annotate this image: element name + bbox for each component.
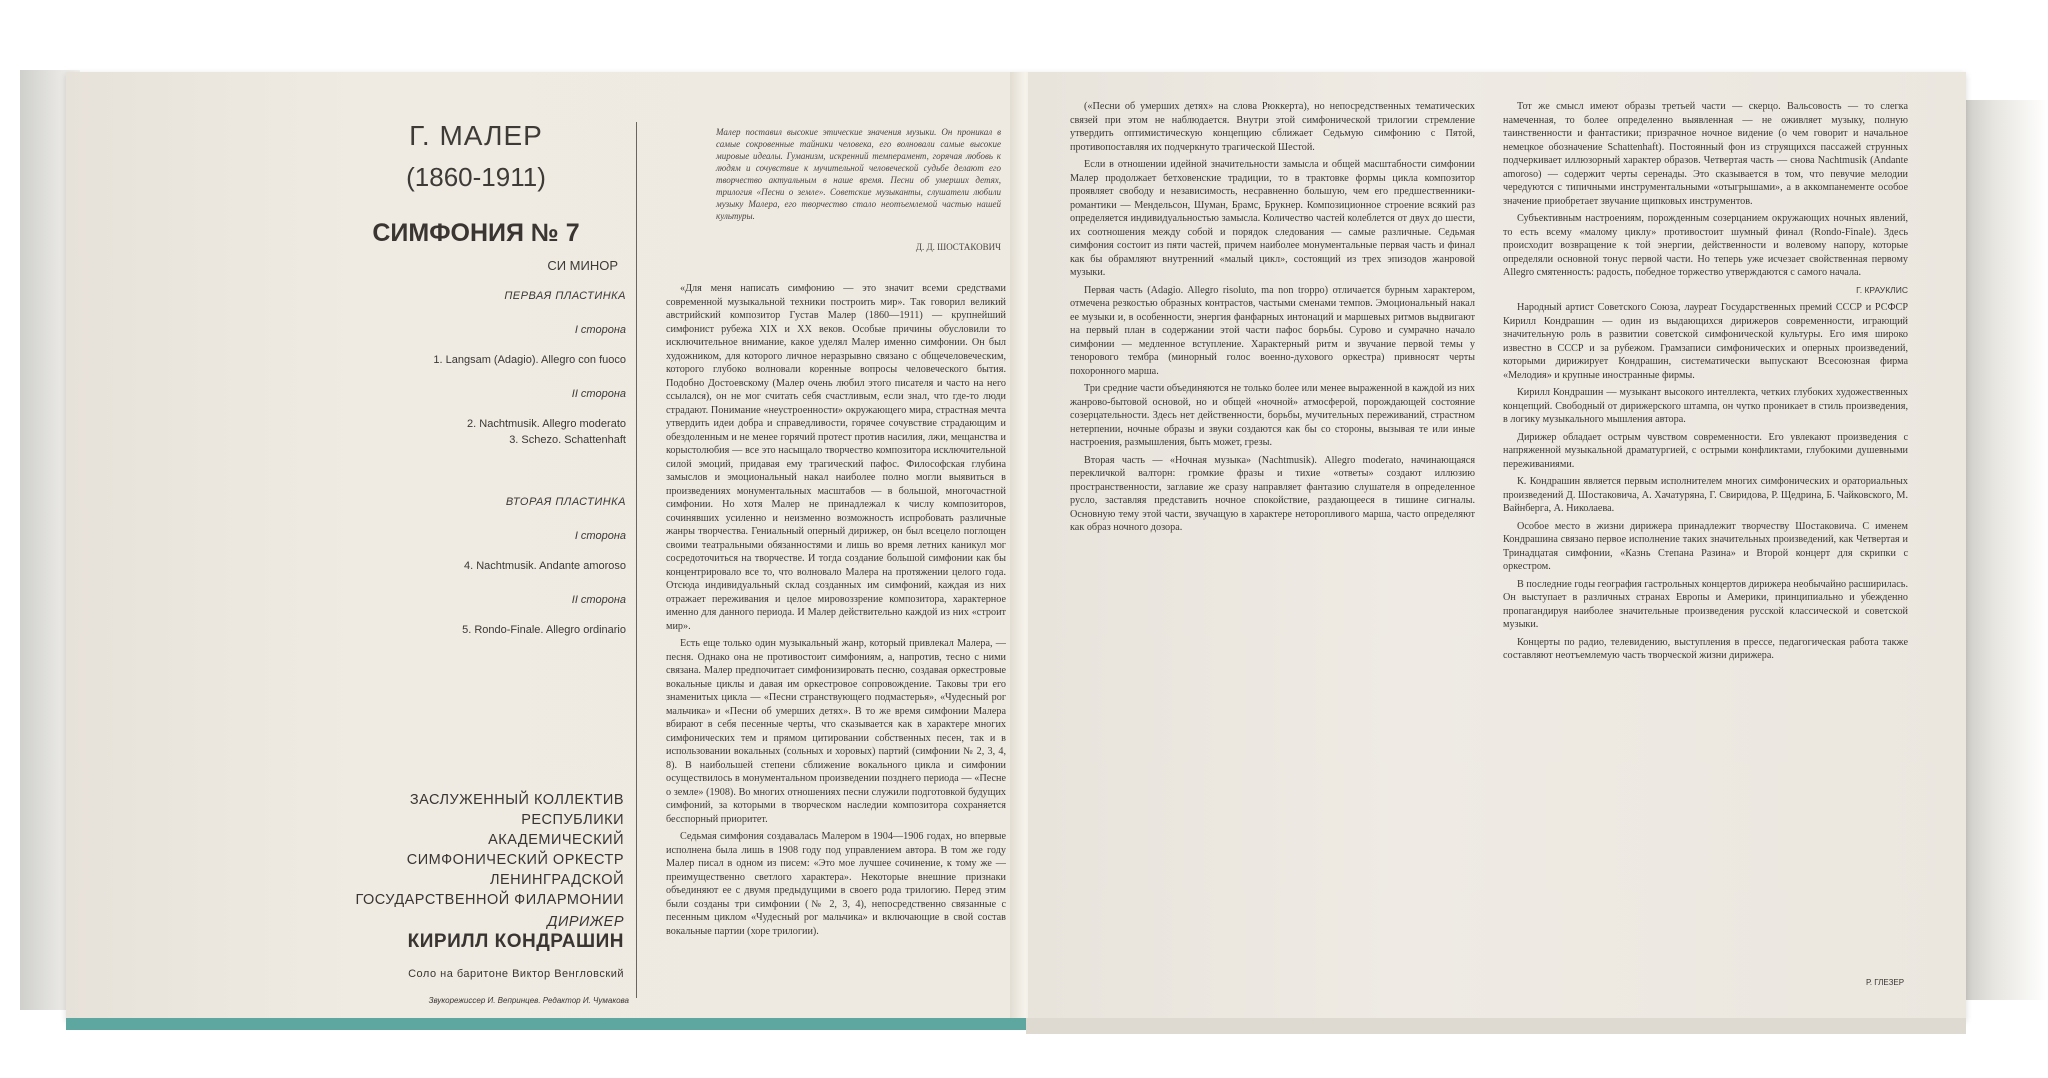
paragraph: Особое место в жизни дирижера принадлежит творчеству Шостаковича. С именем Кондрашина связано первое исполнение таких значительных произведений, как Четвертая и Тринадцатая симфонии, «Казнь Степана Разина» и Второй концерт для скрипки с оркестром. bbox=[1503, 520, 1908, 572]
work-title: СИМФОНИЯ № 7 bbox=[372, 219, 580, 247]
orchestra-line: ГОСУДАРСТВЕННОЙ ФИЛАРМОНИИ bbox=[355, 892, 624, 908]
article-column-3 bbox=[1503, 100, 1908, 980]
title-block bbox=[326, 120, 626, 273]
paragraph: Народный артист Советского Союза, лауреат Государственных премий СССР и РСФСР Кирилл Кондрашин — один из выдающихся дирижеров современности, играющий значительную роль в развитии советской симфонической культуры. Его имя широко известно в СССР и за рубежом. Грамзаписи симфонических и оперных произведений, которыми дирижирует Кондрашин, систематически выпускают Всесоюзная фирма «Мелодия» и крупные иностранные фирмы. bbox=[1503, 302, 1908, 381]
tracklist bbox=[326, 290, 626, 640]
orchestra-line: РЕСПУБЛИКИ bbox=[521, 812, 624, 828]
article-signature: Р. ГЛЕЗЕР bbox=[1866, 978, 1905, 987]
paragraph: Первая часть (Adagio. Allegro risoluto, ma non troppo) отличается бурным характером, отмечена резкостью образных контрастов, частыми сменами темпов. Эмоциональный накал ее музыки и, в особенности, энергия фанфарных интонаций и маршевых ритмов выдвигают на первый план в содержании этой части пафос борьбы. Сурово и сумрачно начало симфонии — медленное вступление. Характерный ритм и звучание первой темы у тенорового тембра (минорный голос военно-духового оркестра) привносят черты похоронного марша. bbox=[1070, 284, 1475, 377]
disc-2-heading: ВТОРАЯ ПЛАСТИНКА bbox=[505, 496, 626, 508]
conductor-name: КИРИЛЛ КОНДРАШИН bbox=[407, 931, 624, 952]
epigraph-author: Д. Д. ШОСТАКОВИЧ bbox=[915, 242, 1001, 252]
track: 5. Rondo-Finale. Allegro ordinario bbox=[462, 624, 626, 636]
soloist: Соло на баритоне Виктор Венгловский bbox=[408, 968, 624, 980]
conductor-label: ДИРИЖЕР bbox=[547, 914, 624, 930]
paragraph: К. Кондрашин является первым исполнителем многих симфонических и ораториальных произведений Д. Шостаковича, А. Хачатуряна, Г. Свиридова, Р. Щедрина, Б. Чайковского, М. Вайнберга, А. Николаева. bbox=[1503, 476, 1908, 514]
orchestra-line: АКАДЕМИЧЕСКИЙ bbox=[488, 832, 624, 848]
author-signature: Г. КРАУКЛИС bbox=[1856, 284, 1908, 295]
left-panel bbox=[66, 72, 1022, 1020]
production-credits: Звукорежиссер И. Вепринцев. Редактор И. Чумакова bbox=[428, 996, 629, 1005]
composer-name: Г. МАЛЕР bbox=[409, 120, 543, 151]
article-column-1 bbox=[666, 282, 1006, 1012]
composer-years: (1860-1911) bbox=[406, 162, 546, 192]
disc-2-side-2: II сторона bbox=[571, 594, 626, 606]
work-key: СИ МИНОР bbox=[547, 258, 618, 273]
paragraph: («Песни об умерших детях» на слова Рюккерта), но непосредственных тематических связей при этом не наблюдается. Внутри этой симфонической трилогии стремление утвердить оптимистическую концепцию сближает Седьмую симфонию с Пятой, противопоставляя их подчеркнуто трагической Шестой. bbox=[1070, 101, 1475, 153]
track: 2. Nachtmusik. Allegro moderato bbox=[467, 418, 626, 430]
paragraph: Дирижер обладает острым чувством современности. Его увлекают произведения с напряженной музыкальной драматургией, с острыми конфликтами, глубокими душевными переживаниями. bbox=[1503, 431, 1908, 470]
sleeve-bottom-edge-right bbox=[1026, 1018, 1966, 1034]
right-panel bbox=[1028, 72, 1966, 1020]
track: 1. Langsam (Adagio). Allegro con fuoco bbox=[433, 354, 626, 366]
paragraph: Тот же смысл имеют образы третьей части — скерцо. Вальсовость — то слегка намеченная, то более определенно выявленная — не оживляет музыку, полную таинственности и фантастики; призрачное ночное видение (о чем говорит и начальное немецкое обозначение Schattenhaft). Постоянный фон из струящихся пассажей струнных подчеркивает иллюзорный характер образов. Четвертая часть — снова Nachtmusik (Andante amoroso) — содержит черты серенады. Это сказывается в том, что певучие мелодии чередуются с типичными инструментальными «отыгрышами», а в аккомпанементе особое значение приобретает звучание щипковых инструментов. bbox=[1503, 101, 1908, 207]
disc-2-side-1: I сторона bbox=[574, 530, 626, 542]
paragraph: Есть еще только один музыкальный жанр, который привлекал Малера, — песня. Однако она не противостоит симфониям, а, напротив, тесно с ними связана. Малер предпочитает симфонизировать песню, создавая оркестровые вокальные циклы и давая им оркестровое сопровождение. Таковы три его знаменитых цикла — «Песни странствующего подмастерья», «Чудесный рог мальчика» и «Песни об умерших детях». В то же время симфонии Малера вбирают в себя песенные черты, что сказывается как в характере многих симфонических тем и прямом цитировании собственных песен, так и в использовании вокальных (сольных и хоровых) партий (симфонии № 2, 3, 4, 8). В наибольшей степени сближение вокального цикла и симфонии осуществилось в монументальном произведении позднего периода — «Песне о земле» (1908). Во многих отношениях песни служили подготовкой будущих симфоний, за которыми в творческом наследии композитора сохраняется бесспорный приоритет. bbox=[666, 638, 1006, 825]
disc-1-heading: ПЕРВАЯ ПЛАСТИНКА bbox=[504, 290, 626, 302]
epigraph-quote: Малер поставил высокие этические значения музыки. Он проникал в самые сокровенные тайники человека, его волновали самые высокие мировые идеалы. Гуманизм, искренний темперамент, горячая любовь к людям и сочувствие к мучительной человеческой судьбе делают его творчество актуальным в наше время. Песни об умерших детях, трилогия «Песни о земле». Советские музыканты, слушатели любили музыку Малера, его творчество стало неотъемлемой частью нашей культуры. bbox=[716, 127, 1001, 221]
orchestra-line: СИМФОНИЧЕСКИЙ ОРКЕСТР bbox=[406, 852, 624, 868]
paragraph: Кирилл Кондрашин — музыкант высокого интеллекта, четких глубоких художественных концепций. Свободный от дирижерского штампа, он чутко проникает в стиль произведения, в логику музыкального мышления автора. bbox=[1503, 387, 1908, 425]
performers bbox=[324, 790, 624, 984]
paragraph: В последние годы география гастрольных концертов дирижера необычайно расширилась. Он выступает в различных странах Европы и Америки, принципиально и убежденно пропагандируя наиболее значительные произведения русской классической и советской музыки. bbox=[1503, 578, 1908, 630]
paragraph: Три средние части объединяются не только более или менее выраженной в каждой из них жанрово-бытовой основой, но и общей «ночной» атмосферой, порождающей состояние созерцательности. Здесь нет действенности, борьбы, мучительных переживаний, страстном нетерпении, ночные образы и звуки создаются как бы со стороны, вызывая те или иные настроения, размышления, быть может, грезы. bbox=[1070, 383, 1475, 448]
paragraph: Субъективным настроениям, порожденным созерцанием окружающих ночных явлений, то есть всему «малому циклу» противостоит шумный финал (Rondo-Finale). Здесь происходит возвращение к той энергии, действенности и волевому напору, которые определяли основной тонус первой части. Но теперь уже исчезает свойственная первому Allegro смятенность: радость, победное торжество утверждаются с самого начала. bbox=[1503, 213, 1908, 278]
vertical-divider bbox=[636, 122, 637, 998]
right-shadow bbox=[1958, 100, 2048, 1000]
track: 4. Nachtmusik. Andante amoroso bbox=[463, 560, 626, 572]
paragraph: «Для меня написать симфонию — это значит всеми средствами современной музыкальной техники построить мир». Так говорил великий австрийский композитор Густав Малер (1860—1911) — крупнейший симфонист рубежа XIX и XX веков. Особые причины обусловили то исключительное внимание, какое уделял Малер именно симфонии. Он был художником, для которого личное неразрывно связано с общечеловеческим, которого глубоко волновали коренные вопросы человеческого бытия. Подобно Достоевскому (Малер очень любил этого писателя и часто на него ссылался), он не мог считать себя счастливым, если знал, что где-то люди страдают. Понимание «неустроенности» окружающего мира, страстная мечта утвердить идеи добра и справедливости, горячее сочувствие страдающим и обездоленным и не менее горячий протест против насилия, лжи, мещанства и корыстолюбия — все это насыщало творчество композитора исключительной силой эмоций, придавая ему трагический пафос. Философская глубина замыслов и эмоциональный накал наиболее полно могли выявиться в произведениях монументальных масштабов — в большой, многочастной симфонии. Но хотя Малер не принадлежал к числу композиторов, сочинявших усиленно и неизменно возможность испробовать различные жанры творчества. Гениальный оперный дирижер, он был всецело поглощен своими театральными обязанностями и лишь во время летних каникул мог сосредоточиться на творчестве. И тогда создание большой симфонии как бы концентрировало все то, что волновало Малера на протяжении целого года. Отсюда индивидуальный склад созданных им симфоний, каждая из них отражает переживания и целое мировоззрение композитора, характерное именно для данного периода. И Малер действительно каждой из них «строит мир». bbox=[666, 283, 1006, 632]
paragraph: Концерты по радио, телевидению, выступления в прессе, педагогическая работа также составляют неотъемлемую часть творческой жизни дирижера. bbox=[1503, 636, 1908, 661]
orchestra-line: ЛЕНИНГРАДСКОЙ bbox=[489, 872, 624, 888]
sleeve-bottom-edge bbox=[66, 1018, 1026, 1030]
article-column-2 bbox=[1070, 100, 1475, 1000]
record-sleeve bbox=[66, 72, 1966, 1020]
disc-1-side-1: I сторона bbox=[574, 324, 626, 336]
track: 3. Schezo. Schattenhaft bbox=[509, 434, 626, 446]
orchestra-line: ЗАСЛУЖЕННЫЙ КОЛЛЕКТИВ bbox=[409, 792, 624, 808]
paragraph: Если в отношении идейной значительности замысла и общей масштабности симфонии Малер продолжает бетховенские традиции, то в трактовке формы цикла композитор проявляет свободу и независимость, несравненно большую, чем его предшественники-романтики — Мендельсон, Шуман, Брамс, Брукнер. Композиционное строение всякий раз определяется индивидуальностью замысла. Количество частей колеблется от двух до шести, их соотношения между собой и порядок следования — самые различные. Седьмая симфония состоит из пяти частей, причем наиболее монументальные первая часть и финал как бы обрамляют внутренний «малый цикл», состоящий из трех эпизодов жанровой музыки. bbox=[1070, 159, 1475, 278]
paragraph: Седьмая симфония создавалась Малером в 1904—1906 годах, но впервые исполнена была лишь в 1908 году под управлением автора. В том же году Малер писал в одном из писем: «Это мое лучшее сочинение, к тому же — преимущественно светлого характера». Некоторые внешние признаки объединяют ее с двумя предыдущими в своего рода трилогию. Перед этим были созданы три симфонии (№ 2, 3, 4), непосредственно связанные с песенным циклом «Чудесный рог мальчика» и включающие в свой состав вокальные партии (хоре трилогии). bbox=[666, 831, 1006, 937]
paragraph: Вторая часть — «Ночная музыка» (Nachtmusik). Allegro moderato, начинающаяся перекличкой валторн: громкие фразы и тихие «ответы» создают иллюзию пространственности, заглавие же сразу направляет фантазию слушателя в определенное русло, заставляя представить ночное спокойствие, раздающееся в тишине сигналы. Основную тему этой части, звучащую в характере неторопливого марша, часто определяют как образ ночного дозора. bbox=[1070, 454, 1475, 533]
disc-1-side-2: II сторона bbox=[571, 388, 626, 400]
